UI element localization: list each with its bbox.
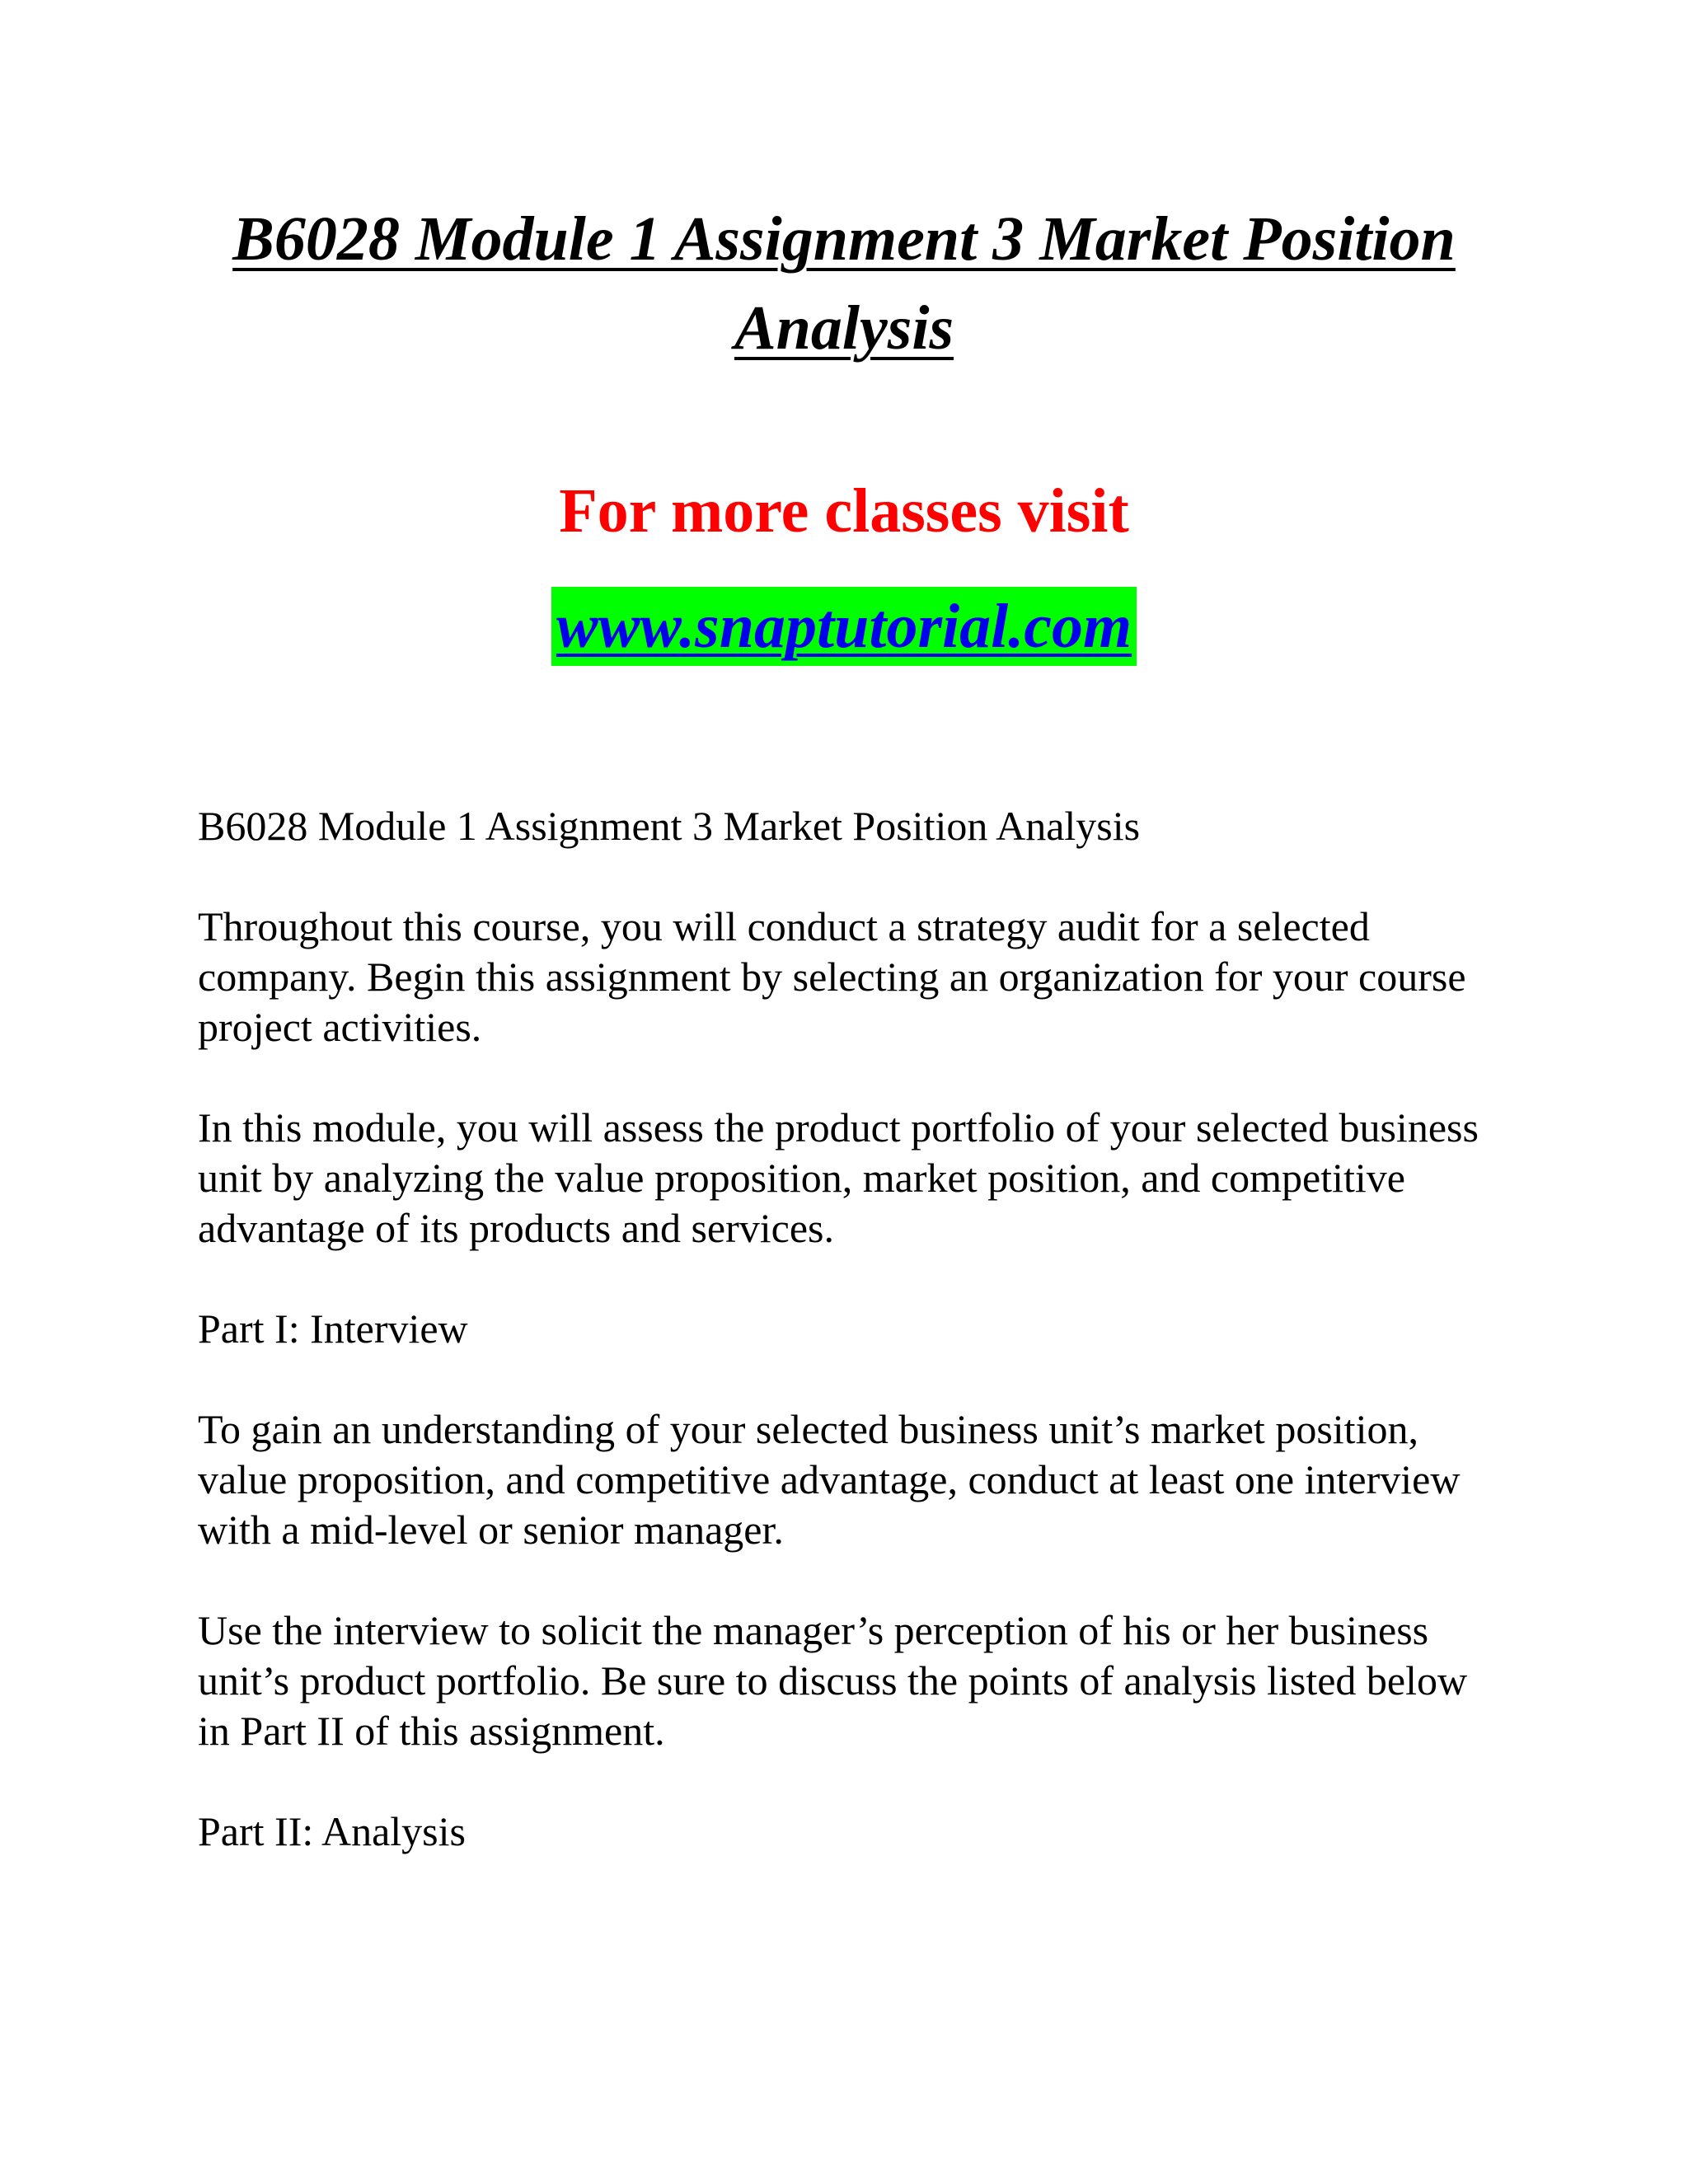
website-link[interactable]: www.snaptutorial.com (551, 587, 1137, 666)
interview-paragraph: To gain an understanding of your selected business unit’s market position, value proposition, and competitive advantage, conduct at least one interview with a mid-level or senior manager. (198, 1406, 1461, 1553)
part-one-heading: Part I: Interview (198, 1305, 468, 1352)
module-paragraph: In this module, you will assess the product portfolio of your selected business unit by analyzing the value proposition, market position, and competitive advantage of its products and services. (198, 1104, 1479, 1251)
intro-paragraph: Throughout this course, you will conduct a strategy audit for a selected company. Begin this assignment by selecting an organization for your course project activities. (198, 903, 1466, 1050)
document-body (198, 801, 1500, 1907)
body-heading: B6028 Module 1 Assignment 3 Market Position Analysis (198, 803, 1141, 849)
link-container (0, 587, 1688, 666)
promo-text: For more classes visit (559, 476, 1129, 546)
part-two-heading: Part II: Analysis (198, 1808, 466, 1854)
document-title: B6028 Module 1 Assignment 3 Market Position Analysis (232, 204, 1456, 363)
perception-paragraph: Use the interview to solicit the manager’s perception of his or her business unit’s product portfolio. Be sure to discuss the points of analysis listed below in Part II of this assignment. (198, 1607, 1468, 1754)
